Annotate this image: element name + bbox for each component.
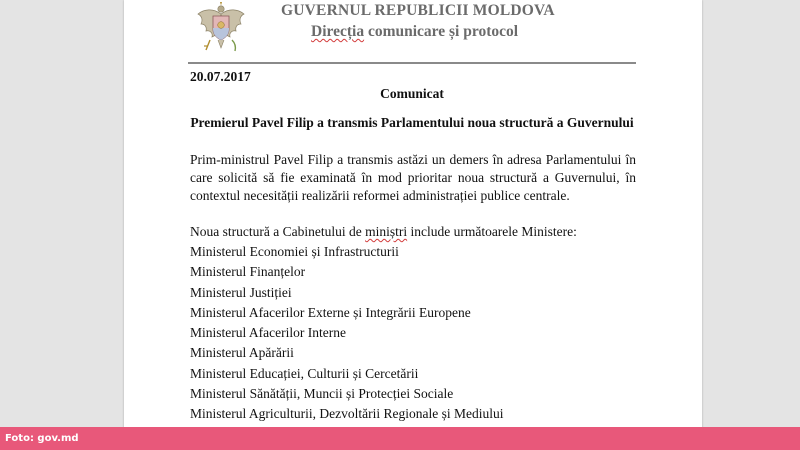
intro-text-start: Noua structură a Cabinetului de <box>190 224 366 239</box>
document-headline: Premierul Pavel Filip a transmis Parlamentului noua structură a Guvernului <box>190 115 634 130</box>
list-item: Ministerul Afacerilor Interne <box>190 325 346 341</box>
document-page <box>124 0 702 450</box>
list-item: Ministerul Afacerilor Externe și Integrării Europene <box>190 304 471 320</box>
list-item: Ministerul Agriculturii, Dezvoltării Regionale și Mediului <box>190 406 504 422</box>
list-item: Ministerul Educației, Culturii și Cercetării <box>190 365 419 381</box>
ministries-intro <box>190 224 577 240</box>
document-type: Comunicat <box>380 86 444 101</box>
list-item: Ministerul Apărării <box>190 345 294 361</box>
list-item: Ministerul Justiției <box>190 284 292 300</box>
photo-credit-bar <box>0 427 800 450</box>
department-title <box>311 23 518 41</box>
spellcheck-word: Direcția <box>311 23 365 40</box>
list-item: Ministerul Sănătății, Muncii și Protecției Sociale <box>190 386 454 402</box>
list-item: Ministerul Finanțelor <box>190 264 306 280</box>
body-paragraph: Prim-ministrul Pavel Filip a transmis astăzi un demers în adresa Parlamentului în care solicită să fie examinată în mod prioritar noua structură a Guvernului, în contextul necesității realizării reformei administrației publice centrale. <box>190 152 636 203</box>
intro-text-end: include următoarele Ministere: <box>407 224 577 239</box>
spellcheck-word: miniștri <box>365 224 408 239</box>
ministry-list <box>190 242 503 425</box>
document-date: 20.07.2017 <box>190 69 251 84</box>
photo-credit: Foto: gov.md <box>5 433 79 444</box>
department-title-rest: comunicare și protocol <box>364 23 519 40</box>
header-divider <box>188 62 636 64</box>
government-title: GUVERNUL REPUBLICII MOLDOVA <box>281 2 555 19</box>
list-item: Ministerul Economiei și Infrastructurii <box>190 244 399 259</box>
moldova-coat-of-arms-icon <box>196 0 246 54</box>
